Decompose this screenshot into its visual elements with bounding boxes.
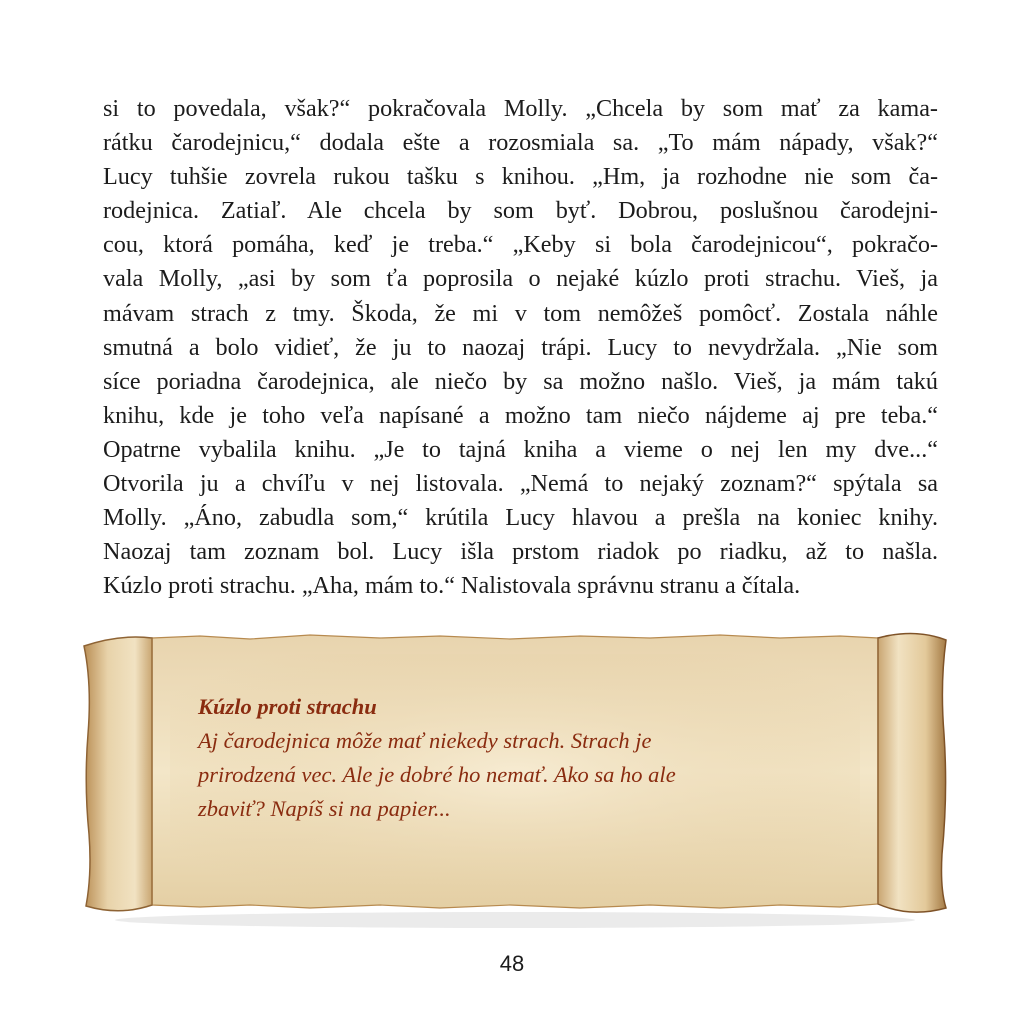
- spell-line: Aj čarodejnica môže mať niekedy strach. Strach je: [198, 728, 652, 753]
- story-text: [103, 92, 938, 603]
- page-number: 48: [499, 951, 525, 976]
- story-line: smutná a bolo vidieť, že ju to naozaj trápi. Lucy to nevydržala. „Nie som: [103, 333, 938, 361]
- story-line: Naozaj tam zoznam bol. Lucy išla prstom riadok po riadku, až to našla.: [103, 538, 938, 566]
- story-line: knihu, kde je toho veľa napísané a možno tam niečo nájdeme aj pre teba.“: [103, 401, 938, 429]
- spell-text: [198, 690, 798, 826]
- story-line: Opatrne vybalila knihu. „Je to tajná kniha a vieme o nej len my dve...“: [103, 435, 938, 463]
- story-line: Kúzlo proti strachu. „Aha, mám to.“ Nalistovala správnu stranu a čítala.: [103, 572, 801, 600]
- story-line: mávam strach z tmy. Škoda, že mi v tom nemôžeš pomôcť. Zostala náhle: [103, 299, 938, 327]
- spell-line: zbaviť? Napíš si na papier...: [198, 796, 451, 821]
- story-line: rátku čarodejnicu,“ dodala ešte a rozosmiala sa. „To mám nápady, však?“: [103, 129, 938, 157]
- spell-line: prirodzená vec. Ale je dobré ho nemať. Ako sa ho ale: [198, 762, 676, 787]
- story-line: rodejnica. Zatiaľ. Ale chcela by som byť. Dobrou, poslušnou čarodejni-: [103, 197, 938, 225]
- spell-title: Kúzlo proti strachu: [198, 694, 377, 719]
- story-line: cou, ktorá pomáha, keď je treba.“ „Keby si bola čarodejnicou“, pokračo-: [103, 231, 938, 259]
- story-line: síce poriadna čarodejnica, ale niečo by sa možno našlo. Vieš, ja mám takú: [103, 367, 938, 395]
- story-line: Molly. „Áno, zabudla som,“ krútila Lucy hlavou a prešla na koniec knihy.: [103, 504, 938, 532]
- story-line: Lucy tuhšie zovrela rukou tašku s knihou. „Hm, ja rozhodne nie som ča-: [103, 163, 938, 191]
- story-line: si to povedala, však?“ pokračovala Molly. „Chcela by som mať za kama-: [103, 95, 938, 122]
- story-line: Otvorila ju a chvíľu v nej listovala. „Nemá to nejaký zoznam?“ spýtala sa: [103, 470, 938, 498]
- parchment-scroll: [80, 624, 950, 930]
- story-line: vala Molly, „asi by som ťa poprosila o nejaké kúzlo proti strachu. Vieš, ja: [103, 265, 938, 293]
